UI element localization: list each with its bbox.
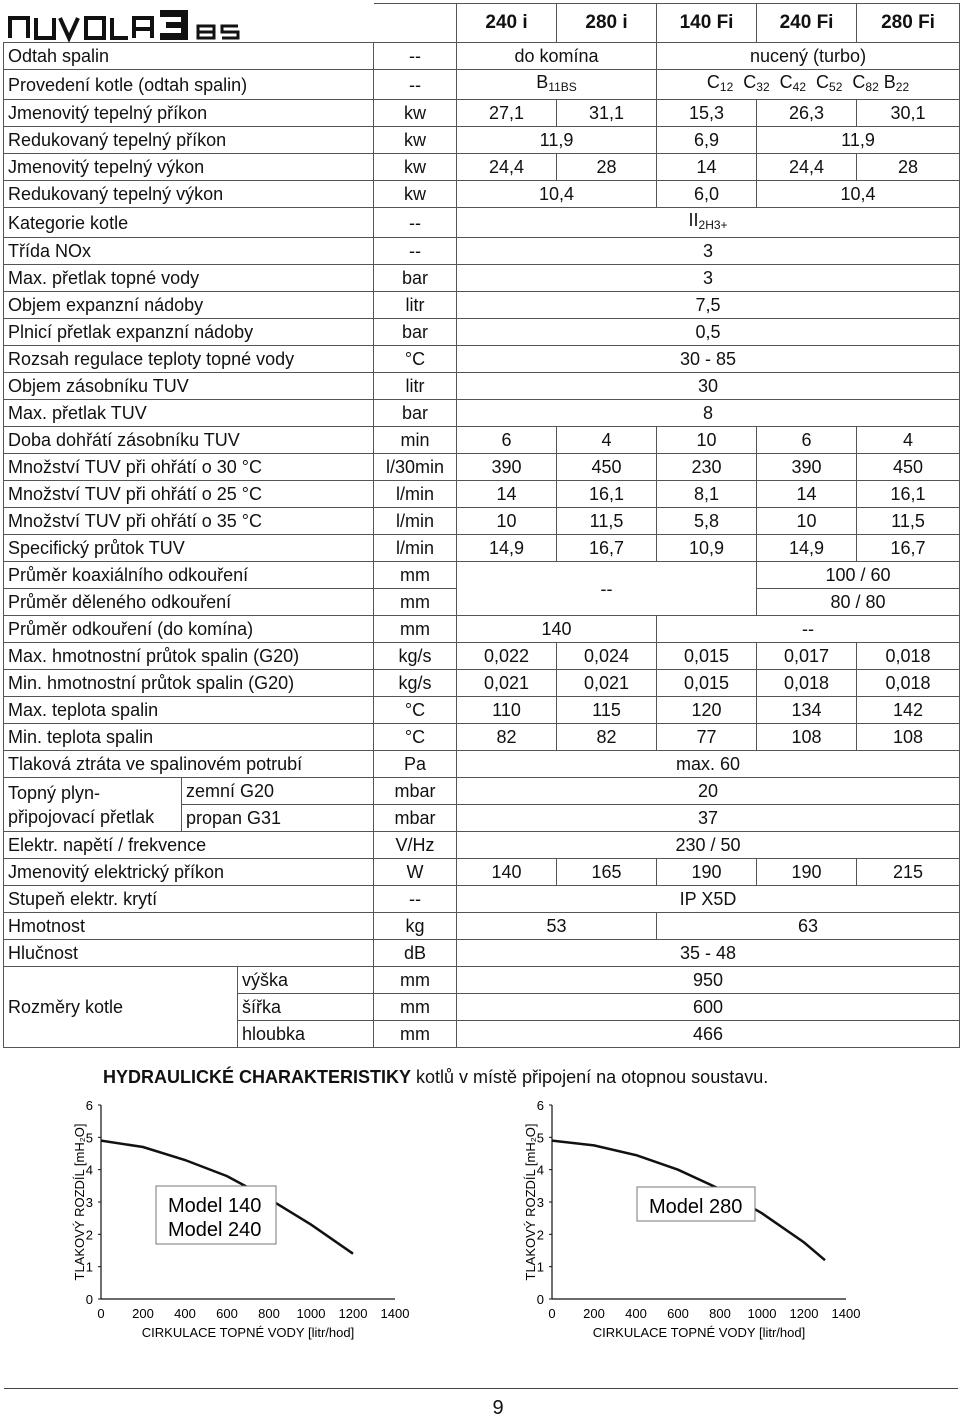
row-label: Stupeň elektr. krytí	[4, 886, 374, 913]
row-value: 11,9	[757, 127, 960, 154]
row-value: 16,1	[857, 481, 960, 508]
row-value: 6	[757, 427, 857, 454]
row-unit: mm	[374, 1021, 457, 1048]
table-row	[4, 616, 960, 643]
x-tick-label: 600	[667, 1306, 689, 1321]
row-label: Elektr. napětí / frekvence	[4, 832, 374, 859]
row-unit: kg/s	[374, 643, 457, 670]
row-value: 230	[657, 454, 757, 481]
row-label: Plnicí přetlak expanzní nádoby	[4, 319, 374, 346]
row-value: 0,024	[557, 643, 657, 670]
row-value: 10	[457, 508, 557, 535]
row-value: 14,9	[457, 535, 557, 562]
row-value: --	[457, 562, 757, 616]
row-unit: --	[374, 208, 457, 238]
row-value: max. 60	[457, 751, 960, 778]
row-unit: --	[374, 238, 457, 265]
row-value: 10,4	[457, 181, 657, 208]
row-unit: kw	[374, 181, 457, 208]
y-tick-label: 4	[86, 1163, 93, 1178]
row-label: Třída NOx	[4, 238, 374, 265]
row-value: 108	[757, 724, 857, 751]
row-unit: °C	[374, 697, 457, 724]
table-row	[4, 562, 960, 589]
row-unit: min	[374, 427, 457, 454]
legend-entry: Model 240	[168, 1219, 261, 1241]
row-label: Max. přetlak topné vody	[4, 265, 374, 292]
row-unit: bar	[374, 319, 457, 346]
row-unit: bar	[374, 265, 457, 292]
row-unit: °C	[374, 724, 457, 751]
row-sublabel: propan G31	[182, 805, 374, 832]
row-label: Hlučnost	[4, 940, 374, 967]
row-label: Redukovaný tepelný příkon	[4, 127, 374, 154]
row-value: 10	[757, 508, 857, 535]
table-row	[4, 373, 960, 400]
table-row	[4, 238, 960, 265]
row-value: 0,017	[757, 643, 857, 670]
row-unit: l/min	[374, 481, 457, 508]
row-value: 390	[457, 454, 557, 481]
row-label: Kategorie kotle	[4, 208, 374, 238]
table-row	[4, 265, 960, 292]
table-row	[4, 208, 960, 238]
row-value: 108	[857, 724, 960, 751]
table-row	[4, 454, 960, 481]
row-value: 24,4	[757, 154, 857, 181]
row-label: Max. hmotnostní průtok spalin (G20)	[4, 643, 374, 670]
y-tick-label: 2	[537, 1227, 544, 1242]
row-value: 190	[757, 859, 857, 886]
row-value: 31,1	[557, 100, 657, 127]
row-unit: kw	[374, 127, 457, 154]
x-tick-label: 0	[97, 1306, 104, 1321]
row-value: 165	[557, 859, 657, 886]
row-value: 82	[557, 724, 657, 751]
table-row	[4, 292, 960, 319]
x-tick-label: 1200	[339, 1306, 368, 1321]
row-value: 3	[457, 238, 960, 265]
row-unit: V/Hz	[374, 832, 457, 859]
table-row	[4, 400, 960, 427]
row-value: 0,021	[557, 670, 657, 697]
row-unit: °C	[374, 346, 457, 373]
table-row	[4, 859, 960, 886]
table-row	[4, 643, 960, 670]
row-value: 8	[457, 400, 960, 427]
row-value: 53	[457, 913, 657, 940]
row-label: Množství TUV při ohřátí o 35 °C	[4, 508, 374, 535]
row-unit: dB	[374, 940, 457, 967]
row-label: Topný plyn- připojovací přetlak	[4, 778, 182, 832]
row-value: 16,1	[557, 481, 657, 508]
row-unit: Pa	[374, 751, 457, 778]
row-label: Jmenovitý tepelný příkon	[4, 100, 374, 127]
row-value: 37	[457, 805, 960, 832]
row-label: Průměr odkouření (do komína)	[4, 616, 374, 643]
row-value: $C_{12}$ $C_{32}$ $C_{42}$ $C_{52}$ $C_{82}$ $B_{22}$	[657, 70, 960, 100]
row-label: Objem expanzní nádoby	[4, 292, 374, 319]
row-value: 110	[457, 697, 557, 724]
table-row	[4, 319, 960, 346]
row-label: Min. hmotnostní průtok spalin (G20)	[4, 670, 374, 697]
row-label: Max. teplota spalin	[4, 697, 374, 724]
x-tick-label: 800	[258, 1306, 280, 1321]
y-tick-label: 0	[537, 1292, 544, 1307]
table-row	[4, 100, 960, 127]
row-value: 134	[757, 697, 857, 724]
row-value: 0,018	[857, 670, 960, 697]
row-value: 0,022	[457, 643, 557, 670]
table-row	[4, 127, 960, 154]
chart-model-280	[519, 1095, 959, 1345]
y-tick-label: 3	[86, 1195, 93, 1210]
row-value: 4	[557, 427, 657, 454]
row-value: 140	[457, 859, 557, 886]
row-unit: litr	[374, 292, 457, 319]
table-row	[4, 154, 960, 181]
table-row	[4, 427, 960, 454]
row-value: 27,1	[457, 100, 557, 127]
row-unit: --	[374, 886, 457, 913]
table-row	[4, 697, 960, 724]
row-value: 8,1	[657, 481, 757, 508]
row-value: 30 - 85	[457, 346, 960, 373]
row-unit: mm	[374, 562, 457, 589]
row-unit: mm	[374, 589, 457, 616]
y-tick-label: 0	[86, 1292, 93, 1307]
row-label: Rozměry kotle	[4, 967, 238, 1048]
row-unit: l/min	[374, 508, 457, 535]
row-label: Objem zásobníku TUV	[4, 373, 374, 400]
y-tick-label: 4	[537, 1163, 544, 1178]
row-value: 0,5	[457, 319, 960, 346]
col-header-240i: 240 i	[457, 4, 557, 43]
row-unit: l/30min	[374, 454, 457, 481]
row-value: 950	[457, 967, 960, 994]
y-axis-label: TLAKOVÝ ROZDÍL [mH₂O]	[72, 1124, 87, 1281]
y-tick-label: 5	[537, 1130, 544, 1145]
row-value: 120	[657, 697, 757, 724]
row-value: 390	[757, 454, 857, 481]
row-value: 0,021	[457, 670, 557, 697]
row-value: 190	[657, 859, 757, 886]
row-label: Jmenovitý tepelný výkon	[4, 154, 374, 181]
row-label: Průměr děleného odkouření	[4, 589, 374, 616]
row-value: 20	[457, 778, 960, 805]
col-header-280i: 280 i	[557, 4, 657, 43]
row-value: 450	[857, 454, 960, 481]
table-row	[4, 940, 960, 967]
x-tick-label: 0	[548, 1306, 555, 1321]
row-sublabel: zemní G20	[182, 778, 374, 805]
row-unit: l/min	[374, 535, 457, 562]
row-value: 10,4	[757, 181, 960, 208]
row-label: Jmenovitý elektrický příkon	[4, 859, 374, 886]
table-row	[4, 832, 960, 859]
row-unit: kg/s	[374, 670, 457, 697]
row-label: Doba dohřátí zásobníku TUV	[4, 427, 374, 454]
row-value: 6,0	[657, 181, 757, 208]
row-value: 11,5	[557, 508, 657, 535]
x-tick-label: 200	[583, 1306, 605, 1321]
row-value: 14,9	[757, 535, 857, 562]
row-value: 230 / 50	[457, 832, 960, 859]
col-header-240fi: 240 Fi	[757, 4, 857, 43]
row-unit: mbar	[374, 805, 457, 832]
table-row	[4, 70, 960, 100]
row-value: 11,9	[457, 127, 657, 154]
y-tick-label: 1	[86, 1260, 93, 1275]
row-value: 16,7	[557, 535, 657, 562]
row-value: 5,8	[657, 508, 757, 535]
row-value: 30,1	[857, 100, 960, 127]
row-value: 6	[457, 427, 557, 454]
row-value: 30	[457, 373, 960, 400]
row-label: Max. přetlak TUV	[4, 400, 374, 427]
table-row	[4, 43, 960, 70]
row-value: $II_{2H3+}$	[457, 208, 960, 238]
row-value: --	[657, 616, 960, 643]
x-tick-label: 400	[625, 1306, 647, 1321]
row-value: 142	[857, 697, 960, 724]
row-unit: mm	[374, 967, 457, 994]
row-value: 450	[557, 454, 657, 481]
row-sublabel: šířka	[238, 994, 374, 1021]
y-tick-label: 1	[537, 1260, 544, 1275]
row-value: 115	[557, 697, 657, 724]
row-value: 15,3	[657, 100, 757, 127]
chart-model-140-240	[68, 1095, 508, 1345]
row-value: 63	[657, 913, 960, 940]
row-value: 10	[657, 427, 757, 454]
col-header-140fi: 140 Fi	[657, 4, 757, 43]
row-value: 16,7	[857, 535, 960, 562]
row-unit: W	[374, 859, 457, 886]
row-label: Průměr koaxiálního odkouření	[4, 562, 374, 589]
x-tick-label: 1000	[748, 1306, 777, 1321]
row-unit: bar	[374, 400, 457, 427]
row-value: 26,3	[757, 100, 857, 127]
row-unit: mm	[374, 994, 457, 1021]
col-header-280fi: 280 Fi	[857, 4, 960, 43]
row-unit: kw	[374, 100, 457, 127]
row-unit: --	[374, 43, 457, 70]
row-value: 215	[857, 859, 960, 886]
y-tick-label: 6	[537, 1098, 544, 1113]
row-value: 6,9	[657, 127, 757, 154]
row-label: Množství TUV při ohřátí o 30 °C	[4, 454, 374, 481]
y-tick-label: 2	[86, 1227, 93, 1242]
x-axis-label: CIRKULACE TOPNÉ VODY [litr/hod]	[593, 1325, 805, 1340]
row-value: 80 / 80	[757, 589, 960, 616]
table-row	[4, 481, 960, 508]
nuvola-logo	[6, 6, 276, 42]
row-value: 24,4	[457, 154, 557, 181]
row-value: 77	[657, 724, 757, 751]
x-tick-label: 1200	[790, 1306, 819, 1321]
row-value: 28	[857, 154, 960, 181]
row-label: Provedení kotle (odtah spalin)	[4, 70, 374, 100]
table-row	[4, 724, 960, 751]
row-value: 0,015	[657, 670, 757, 697]
row-value: 14	[657, 154, 757, 181]
row-value: 100 / 60	[757, 562, 960, 589]
table-row	[4, 886, 960, 913]
x-tick-label: 1400	[832, 1306, 861, 1321]
row-value: 14	[757, 481, 857, 508]
hydraulic-title: HYDRAULICKÉ CHARAKTERISTIKY kotlů v místě připojení na otopnou soustavu.	[103, 1067, 768, 1088]
row-sublabel: výška	[238, 967, 374, 994]
row-value: 14	[457, 481, 557, 508]
row-value: IP X5D	[457, 886, 960, 913]
y-tick-label: 5	[86, 1130, 93, 1145]
row-value: 0,018	[857, 643, 960, 670]
x-tick-label: 200	[132, 1306, 154, 1321]
row-unit: --	[374, 70, 457, 100]
row-value: $B_{11BS}$	[457, 70, 657, 100]
row-label: Redukovaný tepelný výkon	[4, 181, 374, 208]
row-value: 4	[857, 427, 960, 454]
x-tick-label: 400	[174, 1306, 196, 1321]
row-label: Odtah spalin	[4, 43, 374, 70]
row-unit: kw	[374, 154, 457, 181]
row-value: 600	[457, 994, 960, 1021]
y-tick-label: 3	[537, 1195, 544, 1210]
row-sublabel: hloubka	[238, 1021, 374, 1048]
x-tick-label: 800	[709, 1306, 731, 1321]
table-row	[4, 778, 960, 805]
row-value: 11,5	[857, 508, 960, 535]
row-label: Hmotnost	[4, 913, 374, 940]
row-unit: litr	[374, 373, 457, 400]
row-value: 3	[457, 265, 960, 292]
row-value: 140	[457, 616, 657, 643]
row-value: 82	[457, 724, 557, 751]
x-tick-label: 600	[216, 1306, 238, 1321]
row-value: 28	[557, 154, 657, 181]
row-value: do komína	[457, 43, 657, 70]
table-row	[4, 346, 960, 373]
x-axis-label: CIRKULACE TOPNÉ VODY [litr/hod]	[142, 1325, 354, 1340]
table-row	[4, 751, 960, 778]
row-unit: kg	[374, 913, 457, 940]
page-divider	[4, 1388, 958, 1389]
row-value: 10,9	[657, 535, 757, 562]
legend-entry: Model 140	[168, 1195, 261, 1217]
table-row	[4, 967, 960, 994]
row-value: 0,015	[657, 643, 757, 670]
row-label: Množství TUV při ohřátí o 25 °C	[4, 481, 374, 508]
table-row	[4, 913, 960, 940]
row-value: 35 - 48	[457, 940, 960, 967]
row-value: nucený (turbo)	[657, 43, 960, 70]
row-label: Specifický průtok TUV	[4, 535, 374, 562]
row-label: Rozsah regulace teploty topné vody	[4, 346, 374, 373]
row-value: 0,018	[757, 670, 857, 697]
table-row	[4, 181, 960, 208]
row-unit: mm	[374, 616, 457, 643]
row-label: Tlaková ztráta ve spalinovém potrubí	[4, 751, 374, 778]
spec-table	[3, 3, 960, 1048]
legend-entry: Model 280	[649, 1196, 742, 1218]
page-number: 9	[0, 1397, 960, 1420]
row-label: Min. teplota spalin	[4, 724, 374, 751]
row-value: 466	[457, 1021, 960, 1048]
table-row	[4, 508, 960, 535]
x-tick-label: 1000	[297, 1306, 326, 1321]
y-axis-label: TLAKOVÝ ROZDÍL [mH₂O]	[523, 1124, 538, 1281]
y-tick-label: 6	[86, 1098, 93, 1113]
row-value: 7,5	[457, 292, 960, 319]
table-row	[4, 535, 960, 562]
x-tick-label: 1400	[381, 1306, 410, 1321]
row-unit: mbar	[374, 778, 457, 805]
table-row	[4, 670, 960, 697]
